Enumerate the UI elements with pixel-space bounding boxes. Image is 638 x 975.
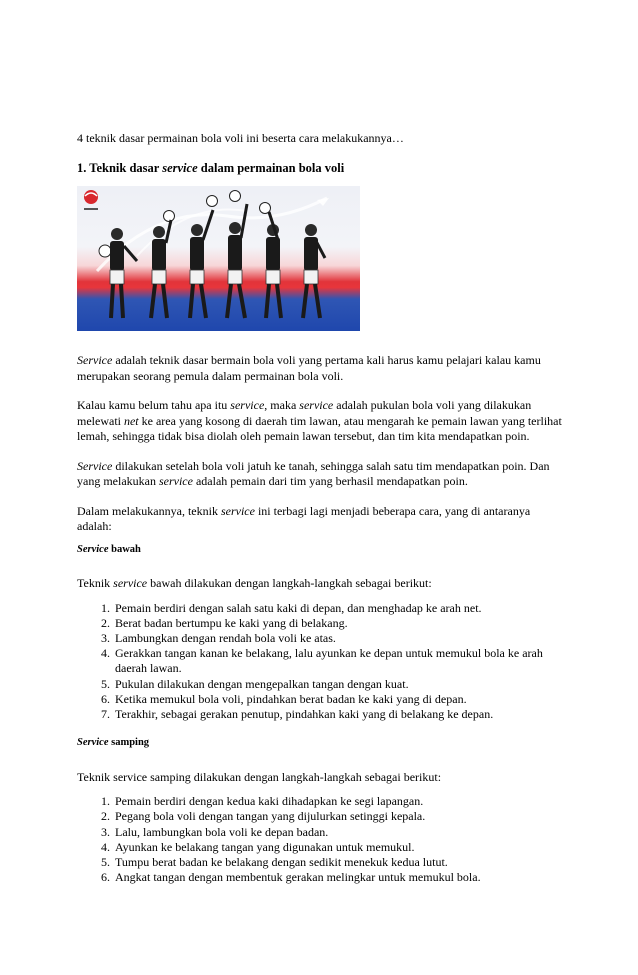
- heading-italic: service: [162, 160, 198, 175]
- term-service: service: [220, 503, 255, 518]
- heading-prefix: 1. Teknik dasar: [77, 160, 163, 175]
- subheading-text: samping: [108, 737, 150, 749]
- list-item: 3. Lambungkan dengan rendah bola voli ke atas.: [113, 631, 567, 646]
- intro-text: 4 teknik dasar permainan bola voli ini beserta cara melakukannya…: [77, 131, 404, 145]
- paragraph-text: Kalau kamu belum tahu apa itu: [77, 398, 231, 412]
- list-item: 6. Angkat tangan dengan membentuk gerakan melingkar untuk memukul bola.: [113, 870, 567, 885]
- service-sequence-illustration: [77, 186, 360, 331]
- steps-service-samping: [77, 794, 567, 885]
- term-service: service: [113, 576, 148, 590]
- list-item: 7. Terakhir, sebagai gerakan penutup, pindahkan kaki yang di belakang ke depan.: [113, 707, 567, 722]
- paragraph-text: ke area yang kosong di daerah tim lawan, atau mengarah ke pemain lawan yang terlihat lemah, sehingga tidak bisa diolah oleh pemain lawan tersebut, dan tim kita mendapatkan poin.: [77, 413, 562, 443]
- paragraph-service-timing: [77, 459, 567, 490]
- paragraph-text: adalah teknik dasar bermain bola voli yang pertama kali harus kamu pelajari kalau kamu merupakan seorang pemula dalam permainan bola voli.: [77, 353, 541, 383]
- term-service: Service: [77, 458, 113, 473]
- paragraph-text: dilakukan setelah bola voli jatuh ke tanah, sehingga salah satu tim mendapatkan poin. Dan yang melakukan: [77, 458, 550, 488]
- paragraph-text: adalah pukulan bola voli yang dilakukan melewati: [77, 398, 532, 428]
- steps-service-bawah: [77, 601, 567, 723]
- list-item: 2. Pegang bola voli dengan tangan yang dijulurkan setinggi kepala.: [113, 809, 567, 824]
- volleyball-logo-icon: [84, 190, 98, 210]
- list-item: 5. Pukulan dilakukan dengan mengepalkan tangan dengan kuat.: [113, 677, 567, 692]
- lead-service-samping: Teknik service samping dilakukan dengan langkah-langkah sebagai berikut:: [77, 769, 442, 784]
- list-item: 2. Berat badan bertumpu ke kaki yang di belakang.: [113, 616, 567, 631]
- subheading-service-samping: [77, 735, 567, 751]
- paragraph-service-types: [77, 504, 567, 535]
- paragraph-service-explanation: [77, 398, 567, 445]
- lead-text: Teknik: [77, 576, 114, 590]
- list-item: 1. Pemain berdiri dengan kedua kaki dihadapkan ke segi lapangan.: [113, 794, 567, 809]
- document-body: [77, 131, 567, 898]
- list-item: 6. Ketika memukul bola voli, pindahkan berat badan ke kaki yang di depan.: [113, 692, 567, 707]
- illustration-drawing: [77, 186, 360, 331]
- list-item: 4. Ayunkan ke belakang tangan yang digunakan untuk memukul.: [113, 840, 567, 855]
- paragraph-text: adalah pemain dari tim yang berhasil mendapatkan poin.: [192, 474, 468, 488]
- paragraph-text: Dalam melakukannya, teknik: [77, 503, 221, 518]
- paragraph-service-definition: [77, 353, 567, 384]
- paragraph-text: ini terbagi lagi menjadi beberapa cara, yang di antaranya adalah:: [77, 503, 531, 533]
- list-item: 3. Lalu, lambungkan bola voli ke depan badan.: [113, 825, 567, 840]
- subheading-service-bawah: [77, 542, 567, 558]
- heading-suffix: dalam permainan bola voli: [197, 160, 345, 175]
- lead-service-bawah: [77, 576, 567, 592]
- term-net: net: [123, 413, 139, 428]
- term-service: Service: [77, 543, 109, 555]
- term-service: Service: [77, 353, 113, 367]
- term-service: service: [158, 474, 193, 488]
- section-heading: [77, 161, 567, 177]
- term-service: Service: [77, 737, 109, 749]
- paragraph-text: , maka: [264, 398, 300, 412]
- player-figures: [110, 204, 325, 318]
- list-item: 4. Gerakkan tangan kanan ke belakang, lalu ayunkan ke depan untuk memukul bola ke arah daerah lawan.: [113, 646, 567, 676]
- term-service: service: [230, 398, 265, 412]
- term-service: service: [299, 398, 334, 412]
- lead-text: bawah dilakukan dengan langkah-langkah sebagai berikut:: [147, 576, 432, 590]
- list-item: 1. Pemain berdiri dengan salah satu kaki di depan, dan menghadap ke arah net.: [113, 601, 567, 616]
- list-item: 5. Tumpu berat badan ke belakang dengan sedikit menekuk kedua lutut.: [113, 855, 567, 870]
- subheading-text: bawah: [108, 543, 141, 555]
